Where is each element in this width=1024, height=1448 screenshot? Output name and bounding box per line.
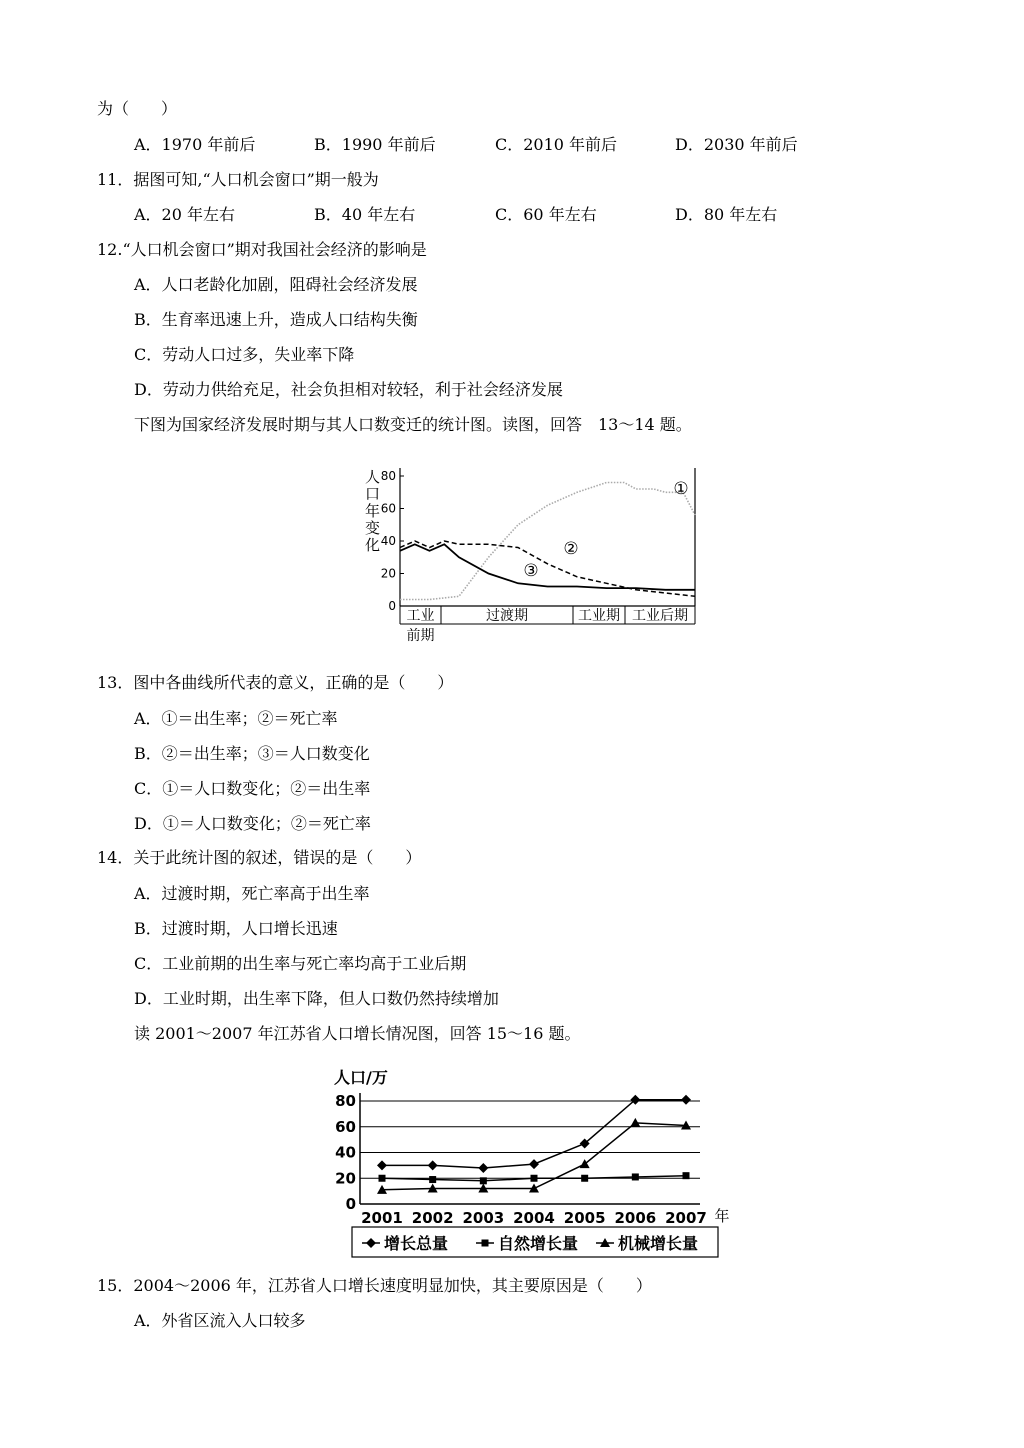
q12-stem: 12.“人口机会窗口”期对我国社会经济的影响是 bbox=[97, 240, 427, 259]
q12-option-d: D．劳动力供给充足，社会负担相对较轻，利于社会经济发展 bbox=[134, 380, 563, 399]
q10-tail: 为（ ） bbox=[97, 99, 178, 118]
y-tick-label: 80 bbox=[335, 1092, 356, 1110]
legend-label: 机械增长量 bbox=[618, 1234, 699, 1253]
q10-option-b: B．1990 年前后 bbox=[314, 135, 436, 154]
jiangsu-population-chart bbox=[330, 1063, 740, 1263]
series-line-1 bbox=[382, 1100, 686, 1168]
q12-option-a: A．人口老龄化加剧，阻碍社会经济发展 bbox=[134, 275, 418, 294]
q14-stem: 14．关于此统计图的叙述，错误的是（ ） bbox=[97, 848, 422, 867]
y-tick-label: 60 bbox=[335, 1117, 356, 1136]
q13-stem: 13．图中各曲线所代表的意义，正确的是（ ） bbox=[97, 673, 454, 692]
x-tick-label: 2007 bbox=[665, 1209, 707, 1227]
y-tick-label: 80 bbox=[380, 469, 396, 483]
y-axis-label-char: 变 bbox=[365, 519, 381, 537]
data-point bbox=[377, 1160, 387, 1170]
x-tick-label: 2002 bbox=[411, 1209, 454, 1227]
data-point bbox=[478, 1163, 488, 1173]
q13-option-a: A．①＝出生率；②＝死亡率 bbox=[134, 709, 338, 728]
data-point bbox=[632, 1173, 639, 1180]
q11-option-d: D．80 年左右 bbox=[675, 205, 778, 224]
q15-option-a: A．外省区流入人口较多 bbox=[134, 1311, 306, 1330]
legend-label: 增长总量 bbox=[384, 1234, 449, 1253]
y-tick-label: 20 bbox=[335, 1169, 356, 1188]
y-tick-label: 60 bbox=[380, 501, 396, 516]
data-point bbox=[482, 1240, 489, 1247]
q13-option-b: B．②＝出生率；③＝人口数变化 bbox=[134, 744, 370, 763]
q10-option-c: C．2010 年前后 bbox=[495, 135, 618, 154]
x-tick-label: 2004 bbox=[513, 1209, 555, 1227]
data-point bbox=[683, 1172, 690, 1179]
period-label: 工业后期 bbox=[632, 608, 688, 624]
series-line-3 bbox=[400, 544, 695, 590]
y-axis-label-char: 人 bbox=[365, 468, 381, 486]
curve-label-1: ① bbox=[673, 479, 689, 499]
curve-label-3: ③ bbox=[523, 561, 539, 581]
q11-option-b: B．40 年左右 bbox=[314, 205, 416, 224]
data-point bbox=[379, 1175, 386, 1182]
q11-option-c: C．60 年左右 bbox=[495, 205, 597, 224]
y-tick-label: 0 bbox=[345, 1195, 356, 1213]
x-tick-label: 2006 bbox=[614, 1209, 657, 1227]
q14-option-c: C．工业前期的出生率与死亡率均高于工业后期 bbox=[134, 954, 467, 973]
y-tick-label: 20 bbox=[380, 566, 396, 581]
y-axis-label-char: 年 bbox=[365, 502, 381, 520]
y-tick-label: 0 bbox=[388, 599, 396, 613]
x-axis-unit: 年 bbox=[714, 1207, 730, 1225]
x-tick-label: 2003 bbox=[462, 1209, 505, 1227]
x-tick-label: 2005 bbox=[563, 1209, 606, 1227]
q11-option-a: A．20 年左右 bbox=[134, 205, 236, 224]
period-label: 前期 bbox=[406, 628, 435, 644]
data-point bbox=[428, 1160, 438, 1170]
period-label: 工业期 bbox=[578, 608, 620, 624]
intro-13-14: 下图为国家经济发展时期与其人口数变迁的统计图。读图，回答 13～14 题。 bbox=[134, 415, 692, 434]
period-label: 工业 bbox=[406, 608, 435, 624]
intro-15-16: 读 2001～2007 年江苏省人口增长情况图，回答 15～16 题。 bbox=[134, 1024, 581, 1043]
q13-option-d: D．①＝人口数变化；②＝死亡率 bbox=[134, 814, 371, 833]
series-line-2 bbox=[400, 541, 695, 596]
q14-option-b: B．过渡时期，人口增长迅速 bbox=[134, 919, 338, 938]
x-tick-label: 2001 bbox=[361, 1209, 403, 1227]
q12-option-b: B．生育率迅速上升，造成人口结构失衡 bbox=[134, 310, 418, 329]
data-point bbox=[429, 1176, 436, 1183]
data-point bbox=[366, 1238, 376, 1248]
q14-option-a: A．过渡时期，死亡率高于出生率 bbox=[134, 884, 370, 903]
y-axis-title: 人口/万 bbox=[334, 1068, 388, 1087]
data-point bbox=[529, 1159, 539, 1169]
curve-label-2: ② bbox=[563, 539, 579, 559]
y-tick-label: 40 bbox=[335, 1143, 356, 1162]
q13-option-c: C．①＝人口数变化；②＝出生率 bbox=[134, 779, 371, 798]
period-label: 过渡期 bbox=[486, 608, 528, 624]
data-point bbox=[581, 1175, 588, 1182]
q11-stem: 11．据图可知,“人口机会窗口”期一般为 bbox=[97, 170, 379, 189]
legend-label: 自然增长量 bbox=[498, 1234, 579, 1253]
q10-option-d: D．2030 年前后 bbox=[675, 135, 798, 154]
data-point bbox=[531, 1175, 538, 1182]
y-axis-label-char: 口 bbox=[365, 485, 381, 503]
q12-option-c: C．劳动人口过多，失业率下降 bbox=[134, 345, 355, 364]
data-point bbox=[480, 1177, 487, 1184]
y-tick-label: 40 bbox=[380, 534, 396, 548]
q10-option-a: A．1970 年前后 bbox=[134, 135, 256, 154]
population-transition-chart bbox=[355, 458, 735, 658]
q15-stem: 15．2004～2006 年，江苏省人口增长速度明显加快，其主要原因是（ ） bbox=[97, 1276, 652, 1295]
y-axis-label-char: 化 bbox=[365, 536, 381, 554]
data-point bbox=[681, 1095, 691, 1105]
q14-option-d: D．工业时期，出生率下降，但人口数仍然持续增加 bbox=[134, 989, 499, 1008]
